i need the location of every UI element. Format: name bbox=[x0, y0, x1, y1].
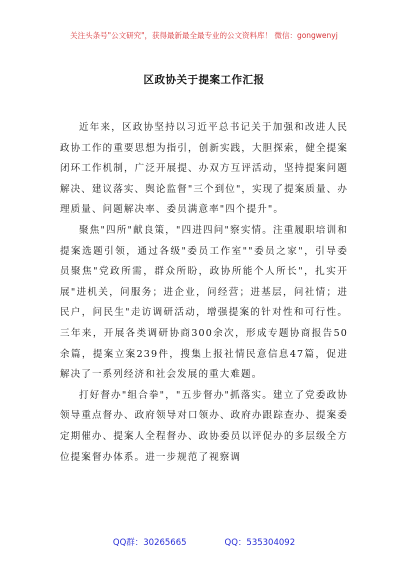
footer-contact bbox=[0, 536, 408, 548]
document-title: 区政协关于提案工作汇报 bbox=[143, 74, 265, 86]
footer-qq-group: QQ群：30265665 bbox=[112, 538, 187, 548]
footer-qq: QQ：535304092 bbox=[224, 538, 296, 548]
document-body bbox=[60, 118, 348, 468]
body-paragraph: 聚焦"四所"献良策，"四进四问"察实情。注重履职培训和提案选题引领，通过各级"委员工作室""委员之家"，引导委员聚焦"党政所需，群众所盼，政协所能个人所长"，扎实开展"进机关，问服务；进企业，问经营；进基层，问社情；进民户，问民生"走访调研活动，增强提案的针对性和可行性。三年来，开展各类调研协商300余次，形成专题协商报告50余篇，提案立案239件，搜集上报社情民意信息47篇，促进解决了一系列经济和社会发展的重大难题。 bbox=[60, 224, 348, 381]
header-banner: 关注头条号"公文研究"，获得最新最全最专业的公文资料库！ 微信：gongwenyj bbox=[70, 31, 338, 40]
body-paragraph: 打好督办"组合拳"，"五步督办"抓落实。建立了党委政协领导重点督办、政府领导对口领办、政府办跟踪查办、提案委定期催办、提案人全程督办、政协委员以评促办的多层级全方位提案督办体系。进一步规范了视察调 bbox=[60, 389, 348, 463]
body-paragraph: 近年来，区政协坚持以习近平总书记关于加强和改进人民政协工作的重要思想为指引，创新实践，大胆探索，健全提案闭环工作机制，广泛开展提、办双方互评活动，坚持提案问题解决、建议落实、舆论监督"三个到位"，实现了提案质量、办理质量、问题解决率、委员满意率"四个提升"。 bbox=[60, 122, 348, 216]
